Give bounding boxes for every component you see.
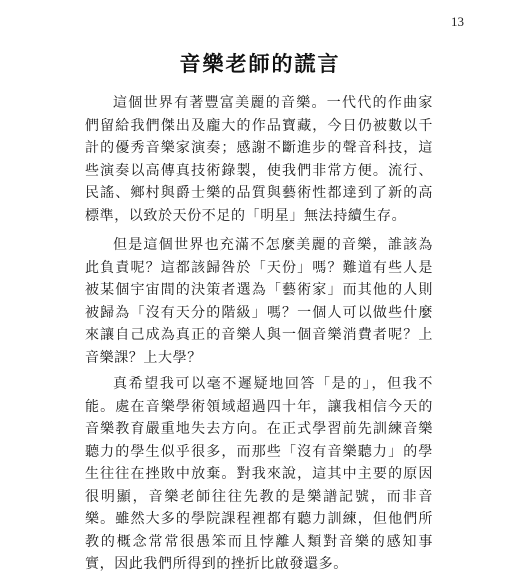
page-number: 13 — [451, 14, 464, 29]
paragraph-2: 但是這個世界也充滿不怎麼美麗的音樂，誰該為此負責呢？這都該歸咎於「天份」嗎？難道有些人是被某個宇宙間的決策者選為「藝術家」而其他的人則被歸為「沒有天分的階級」嗎？一個人可以做些什麼來讓自己成為真正的音樂人與一個音樂消費者呢？上音樂課？上大學？ — [85, 237, 433, 366]
paragraph-1: 這個世界有著豐富美麗的音樂。一代代的作曲家們留給我們傑出及龐大的作品寶藏，今日仍被數以千計的優秀音樂家演奏；感謝不斷進步的聲音科技，這些演奏以高傳真技術錄製，使我們非常方便。流行、民謠、鄉村與爵士樂的品質與藝術性都達到了新的高標準，以致於天份不足的「明星」無法持續生存。 — [85, 95, 433, 224]
chapter-title: 音樂老師的謊言 — [179, 52, 341, 77]
paragraph-3: 真希望我可以毫不遲疑地回答「是的」，但我不能。處在音樂學術領域超過四十年，讓我相信今天的音樂教育嚴重地失去方向。在正式學習前先訓練音樂聽力的學生似乎很多，而那些「沒有音樂聽力」的學生往往在挫敗中放棄。對我來說，這其中主要的原因很明顯，音樂老師往往先教的是樂譜記號，而非音樂。雖然大多的學院課程裡都有聽力訓練，但他們所教的概念常常很愚笨而且悖離人類對音樂的感知事實，因此我們所得到的挫折比啟發還多。 — [85, 376, 433, 572]
body-text — [85, 92, 433, 581]
